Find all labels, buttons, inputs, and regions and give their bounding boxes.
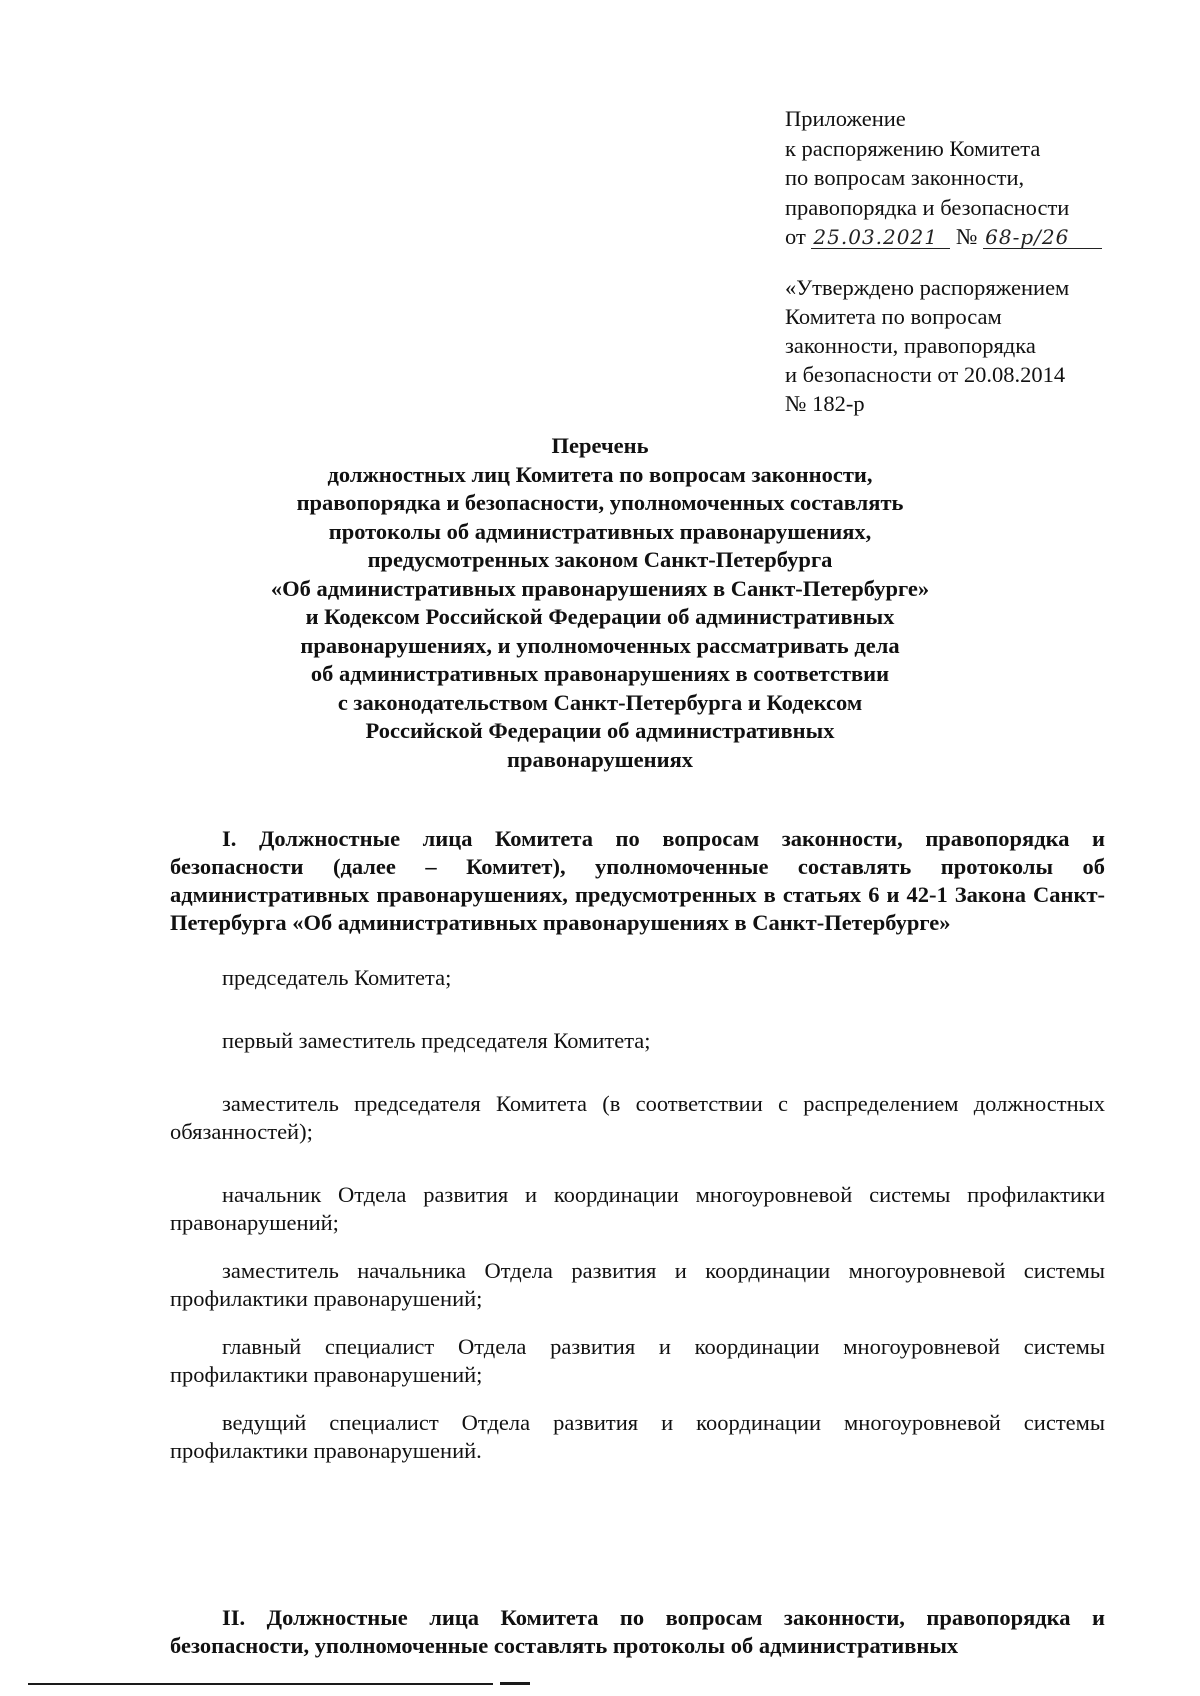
title-line: с законодательством Санкт-Петербурга и Кодексом bbox=[337, 689, 863, 715]
title-line: и Кодексом Российской Федерации об административных bbox=[305, 604, 895, 629]
title-line: Российской Федерации об административных bbox=[365, 718, 835, 743]
title-line: правонарушениях bbox=[507, 746, 693, 772]
handwritten-date: 25.03.2021 bbox=[811, 226, 950, 249]
title-line: правопорядка и безопасности, уполномоченных составлять bbox=[296, 490, 904, 515]
attachment-line: Приложение bbox=[785, 106, 906, 131]
title-line: правонарушениях, и уполномоченных рассматривать дела bbox=[300, 632, 900, 658]
title-line: должностных лиц Комитета по вопросам законности, bbox=[327, 461, 873, 487]
attachment-line: по вопросам законности, bbox=[785, 165, 1025, 190]
approved-line: № 182-р bbox=[785, 391, 865, 416]
list-item: главный специалист Отдела развития и координации многоуровневой системы профилактики правонарушений; bbox=[170, 1334, 1105, 1387]
attachment-line: к распоряжению Комитета bbox=[785, 135, 1041, 161]
title-line: предусмотренных законом Санкт-Петербурга bbox=[367, 547, 833, 572]
list-item: начальник Отдела развития и координации многоуровневой системы профилактики правонарушений; bbox=[170, 1182, 1105, 1235]
title-line: протоколы об административных правонарушениях, bbox=[328, 518, 872, 544]
list-item: заместитель председателя Комитета (в соответствии с распределением должностных обязанностей); bbox=[170, 1091, 1105, 1144]
document-title bbox=[170, 432, 1030, 774]
approved-line: «Утверждено распоряжением bbox=[785, 275, 1070, 300]
number-prefix: № bbox=[956, 224, 978, 249]
attachment-block bbox=[785, 104, 1145, 252]
handwritten-number: 68-р/26 bbox=[983, 226, 1102, 249]
approved-line: и безопасности от 20.08.2014 bbox=[785, 362, 1066, 387]
list-item: ведущий специалист Отдела развития и координации многоуровневой системы профилактики правонарушений. bbox=[170, 1410, 1105, 1463]
attachment-date-line bbox=[785, 222, 1145, 252]
title-line: об административных правонарушениях в соответствии bbox=[310, 661, 890, 686]
approved-line: Комитета по вопросам bbox=[785, 304, 1002, 329]
title-line: Перечень bbox=[551, 433, 649, 458]
approved-line: законности, правопорядка bbox=[785, 333, 1036, 358]
footer-mark bbox=[500, 1682, 530, 1685]
section-2-heading: II. Должностные лица Комитета по вопросам законности, правопорядка и безопасности, уполномоченные составлять протоколы об административных bbox=[170, 1605, 1105, 1658]
attachment-line: правопорядка и безопасности bbox=[785, 194, 1070, 220]
list-item: председатель Комитета; bbox=[222, 965, 452, 990]
list-item: первый заместитель председателя Комитета; bbox=[222, 1028, 651, 1053]
title-line: «Об административных правонарушениях в Санкт-Петербурге» bbox=[270, 575, 930, 601]
list-item: заместитель начальника Отдела развития и координации многоуровневой системы профилактики правонарушений; bbox=[170, 1258, 1105, 1311]
approved-block bbox=[785, 273, 1145, 418]
section-1-heading: I. Должностные лица Комитета по вопросам законности, правопорядка и безопасности (далее – Комитет), уполномоченные составлять протоколы об административных правонарушениях, предусмотренных в статьях 6 и 42-1 Закона Санкт-Петербурга «Об административных правонарушениях в Санкт-Петербурге» bbox=[170, 826, 1105, 935]
date-prefix: от bbox=[785, 224, 806, 249]
footer-divider bbox=[28, 1683, 493, 1685]
